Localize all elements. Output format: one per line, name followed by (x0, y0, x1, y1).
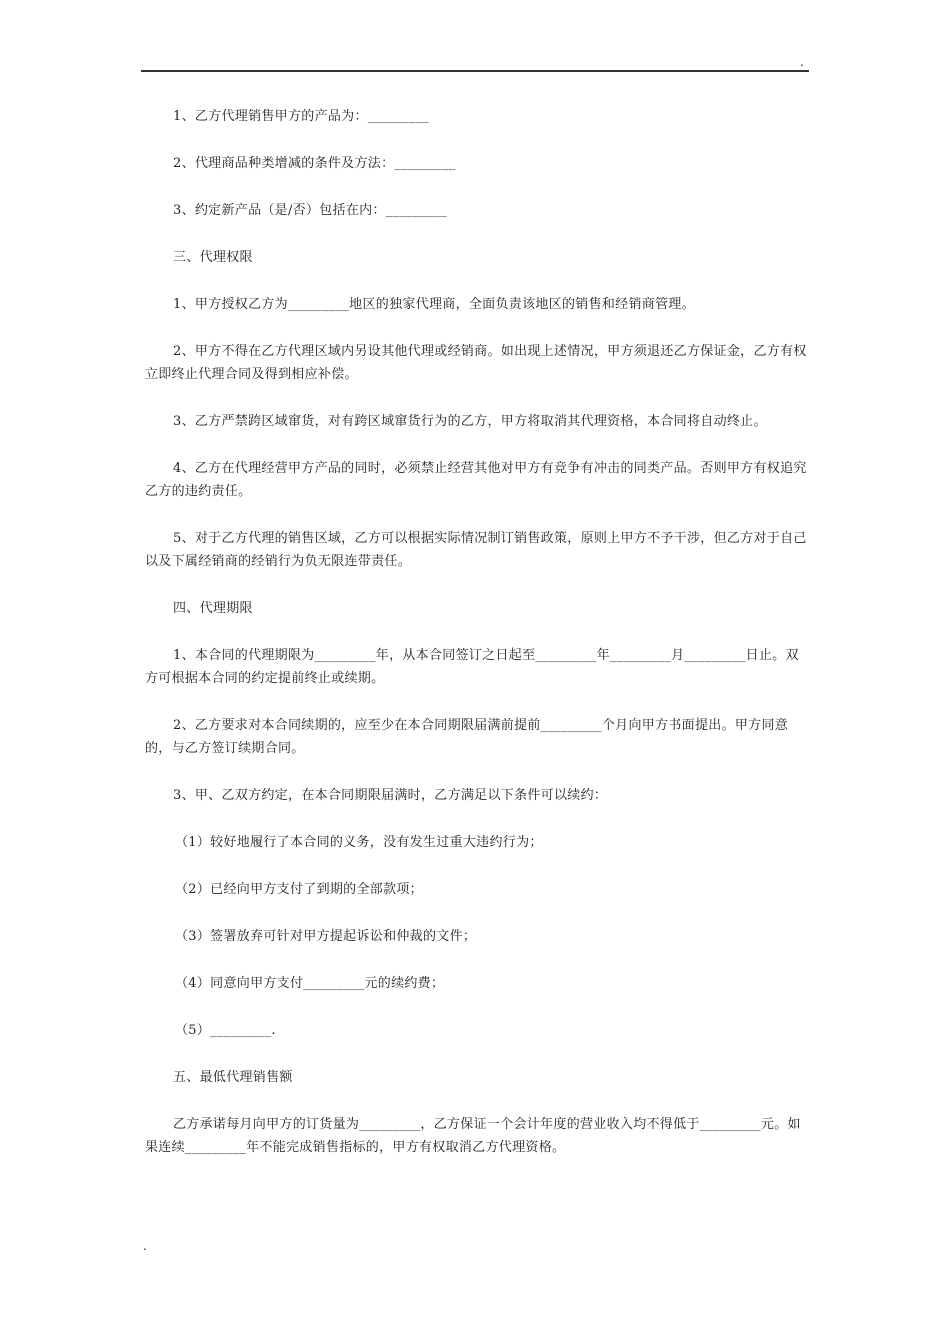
header-mark: . (800, 55, 804, 69)
paragraph-authority-1: 1、甲方授权乙方为_________地区的独家代理商，全面负责该地区的销售和经销商管理。 (173, 297, 695, 312)
paragraph-new-product: 3、约定新产品（是/否）包括在内：_________ (173, 203, 447, 218)
paragraph-product: 1、乙方代理销售甲方的产品为：_________ (173, 109, 429, 124)
paragraph-authority-3: 3、乙方严禁跨区域窜货，对有跨区域窜货行为的乙方，甲方将取消其代理资格，本合同将自动终止。 (173, 414, 767, 429)
paragraph-term-2: 2、乙方要求对本合同续期的，应至少在本合同期限届满前提前_________个月向甲方书面提出。甲方同意的，与乙方签订续期合同。 (145, 718, 789, 756)
paragraph-minimum-sales: 乙方承诺每月向甲方的订货量为_________，乙方保证一个会计年度的营业收入均不得低于_________元。如果连续_________年不能完成销售指标的，甲方有权取消乙方代理资格。 (145, 1117, 801, 1155)
paragraph-product-change: 2、代理商品种类增减的条件及方法：_________ (173, 156, 456, 171)
list-item-condition-1: （1）较好地履行了本合同的义务，没有发生过重大违约行为； (175, 835, 543, 850)
paragraph-authority-5: 5、对于乙方代理的销售区域，乙方可以根据实际情况制订销售政策，原则上甲方不予干涉，但乙方对于自己以及下属经销商的经销行为负无限连带责任。 (145, 531, 807, 569)
section-heading-term: 四、代理期限 (173, 601, 253, 616)
document-body (145, 105, 810, 1183)
paragraph-term-1: 1、本合同的代理期限为_________年，从本合同签订之日起至_________年_________月_________日止。双方可根据本合同的约定提前终止或续期。 (145, 648, 799, 686)
list-item-condition-5: （5）_________. (175, 1023, 276, 1038)
list-item-condition-3: （3）签署放弃可针对甲方提起诉讼和仲裁的文件； (175, 929, 477, 944)
paragraph-authority-2: 2、甲方不得在乙方代理区域内另设其他代理或经销商。如出现上述情况，甲方须退还乙方保证金，乙方有权立即终止代理合同及得到相应补偿。 (145, 344, 807, 382)
paragraph-authority-4: 4、乙方在代理经营甲方产品的同时，必须禁止经营其他对甲方有竞争有冲击的同类产品。否则甲方有权追究乙方的违约责任。 (145, 461, 807, 499)
list-item-condition-4: （4）同意向甲方支付_________元的续约费； (175, 976, 445, 991)
section-heading-minimum-sales: 五、最低代理销售额 (173, 1070, 293, 1085)
paragraph-term-3: 3、甲、乙双方约定，在本合同期限届满时，乙方满足以下条件可以续约： (173, 788, 608, 803)
section-heading-authority: 三、代理权限 (173, 250, 253, 265)
footer-mark: . (143, 1239, 147, 1253)
list-item-condition-2: （2）已经向甲方支付了到期的全部款项； (175, 882, 423, 897)
header-rule (141, 70, 809, 72)
